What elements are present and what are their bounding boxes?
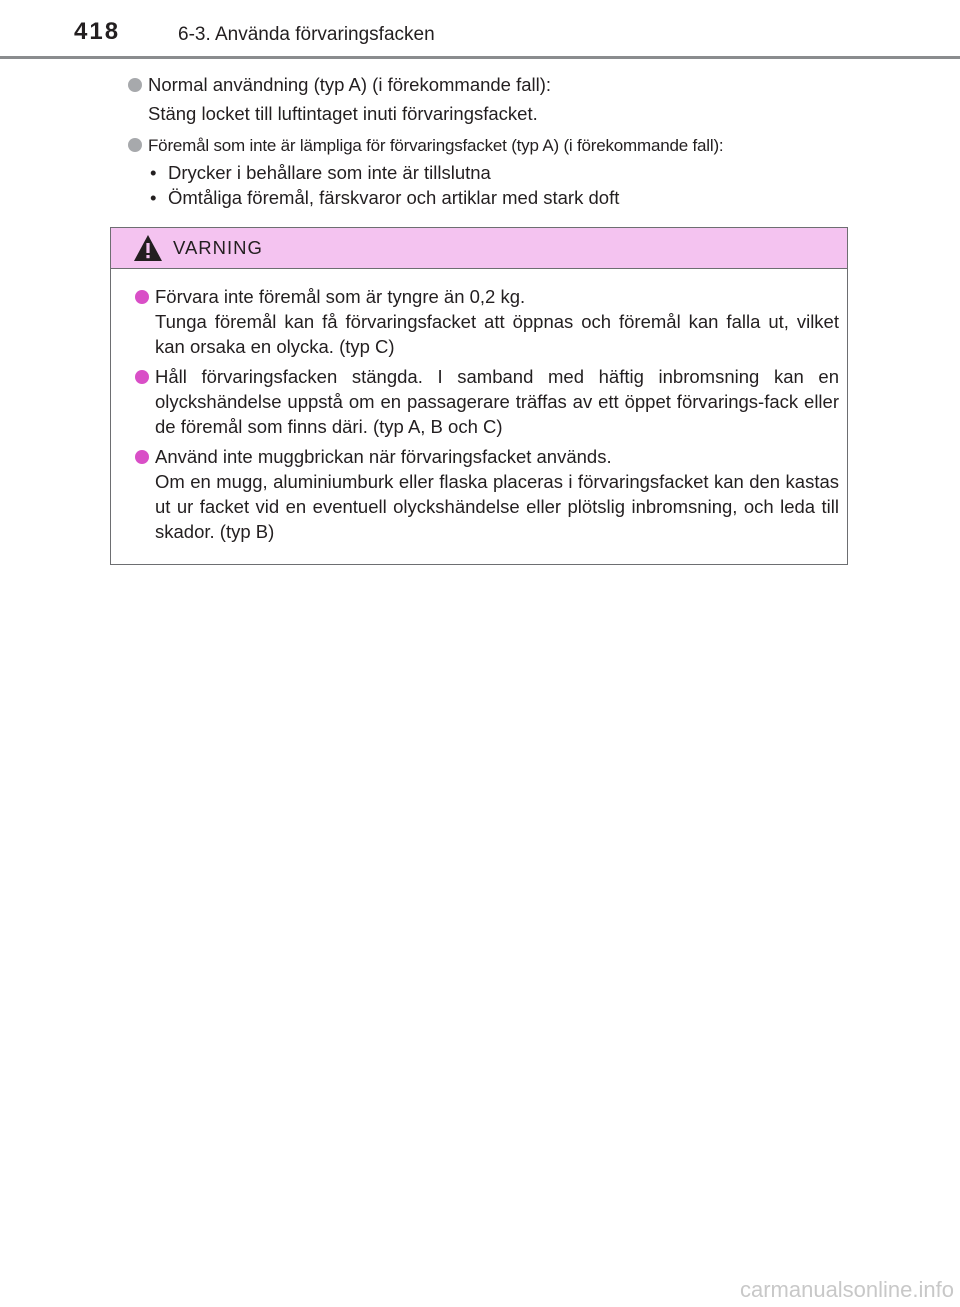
list-item: • Drycker i behållare som inte är tillslutna xyxy=(150,162,491,183)
warning-bullet-icon xyxy=(135,370,149,384)
content-item-normal-use xyxy=(126,70,856,128)
warning-triangle-icon xyxy=(133,234,163,262)
small-bullet-icon: • xyxy=(150,162,157,183)
warning-box xyxy=(110,227,848,565)
page-number: 418 xyxy=(74,18,121,45)
bullet-dot-icon xyxy=(128,78,142,92)
warning-bullet-icon xyxy=(135,450,149,464)
section-title: 6-3. Använda förvaringsfacken xyxy=(178,24,435,45)
list-item: • Ömtåliga föremål, färskvaror och artiklar med stark doft xyxy=(150,187,620,208)
warning-header xyxy=(111,228,847,269)
warning-bullet-icon xyxy=(135,290,149,304)
small-bullet-icon: • xyxy=(150,187,157,208)
content-item-body: Stäng locket till luftintaget inuti förvaringsfacket. xyxy=(148,103,538,124)
warning-item-line: Förvara inte föremål som är tyngre än 0,2 kg. xyxy=(155,286,526,307)
content-item-heading: Normal användning (typ A) (i förekommande fall): xyxy=(148,74,552,95)
footer-watermark: carmanualsonline.info xyxy=(739,1277,954,1302)
warning-item-line: Använd inte muggbrickan när förvaringsfacket används. xyxy=(155,446,612,467)
page-header xyxy=(0,0,960,60)
header-divider xyxy=(0,56,960,59)
warning-title: VARNING xyxy=(173,237,263,258)
warning-item-line: Håll förvaringsfacken stängda. I samband med häftig inbromsning kan en olyckshändelse uppstå om en passagerare träffas av ett öppet förvarings-fack eller de föremål som finns däri. (typ A, B och C) xyxy=(155,366,839,437)
warning-item-cup-tray xyxy=(133,444,839,544)
content-item-heading: Föremål som inte är lämpliga för förvaringsfacket (typ A) (i förekommande fall): xyxy=(148,136,724,155)
warning-item-line: Om en mugg, aluminiumburk eller flaska placeras i förvaringsfacket kan den kastas ut ur facket vid en eventuell olyckshändelse eller plötslig inbromsning, och leda till skador. (typ B) xyxy=(155,471,839,542)
warning-body xyxy=(133,284,839,549)
content-item-unsuitable xyxy=(126,130,856,210)
main-content xyxy=(126,70,856,212)
warning-item-weight xyxy=(133,284,839,359)
warning-item-keep-closed xyxy=(133,364,839,439)
bullet-dot-icon xyxy=(128,138,142,152)
unsuitable-items-list xyxy=(148,160,856,210)
warning-item-line: Tunga föremål kan få förvaringsfacket att öppnas och föremål kan falla ut, vilket kan orsaka en olycka. (typ C) xyxy=(155,311,839,357)
